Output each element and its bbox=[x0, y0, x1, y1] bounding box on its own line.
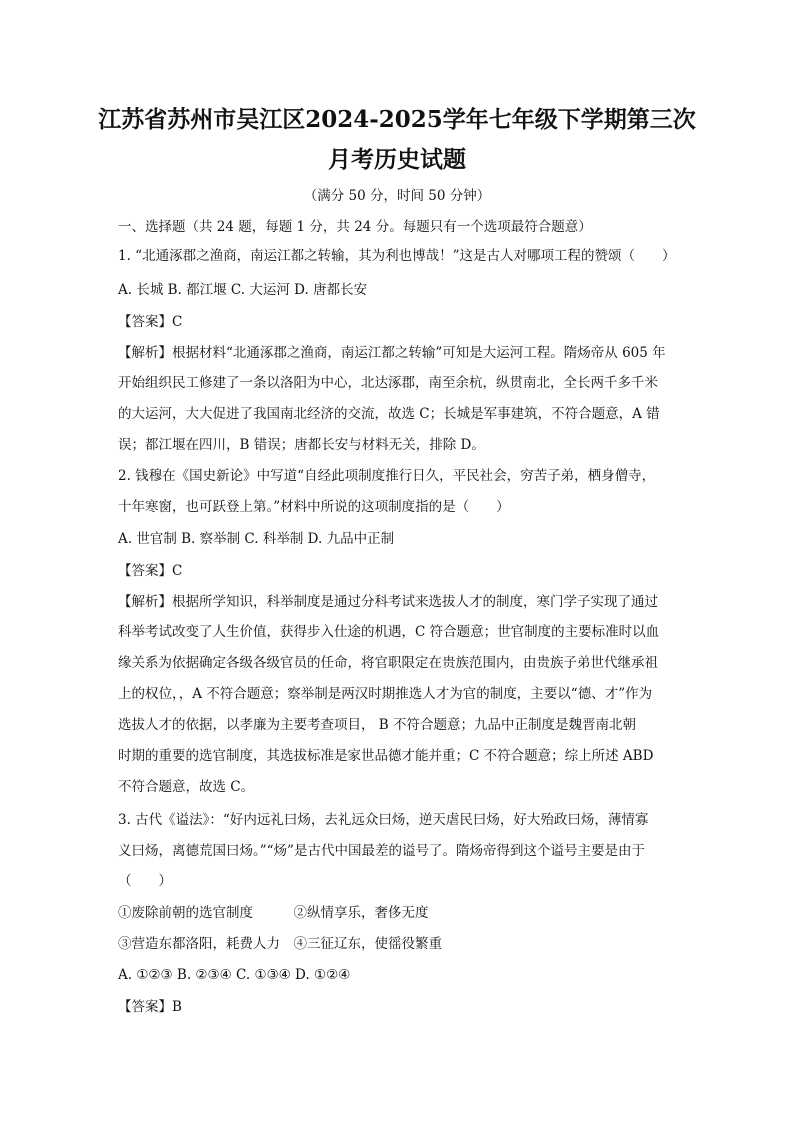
q3-options: A. ①②③ B. ②③④ C. ①③④ D. ①②④ bbox=[118, 967, 351, 983]
q1-options: A. 长城 B. 都江堰 C. 大运河 D. 唐都长安 bbox=[118, 282, 368, 298]
q2-analysis-line: 选拔人才的依据，以孝廉为主要考查项目， B 不符合题意；九品中正制度是魏晋南北朝 bbox=[118, 717, 637, 733]
title-line-1: 江苏省苏州市吴江区2024-2025学年七年级下学期第三次 bbox=[98, 106, 696, 133]
q2-stem-line: 2. 钱穆在《国史新论》中写道“自经此项制度推行日久，平民社会，穷苦子弟，栖身僧寺， bbox=[118, 468, 656, 484]
q1-analysis-line: 误；都江堰在四川，B 错误；唐都长安与材料无关，排除 D。 bbox=[118, 437, 485, 453]
q2-analysis-line: 上的权位，，A 不符合题意；察举制是两汉时期推选人才为官的制度，主要以“德、才”作为 bbox=[118, 686, 653, 702]
q1-stem: 1. “北通涿郡之渔商，南运江都之转输，其为利也博哉！”这是古人对哪项工程的赞颂（ ） bbox=[118, 248, 676, 264]
q2-stem-line: 十年寒窗，也可跃登上第。”材料中所说的这项制度指的是（ ） bbox=[118, 499, 510, 515]
section-heading: 一、选择题（共 24 题，每题 1 分，共 24 分。每题只有一个选项最符合题意） bbox=[118, 219, 592, 235]
q2-analysis-line: 不符合题意，故选 C。 bbox=[118, 779, 255, 795]
q3-stem-line: （ ） bbox=[118, 873, 172, 889]
q2-options: A. 世官制 B. 察举制 C. 科举制 D. 九品中正制 bbox=[118, 531, 395, 547]
q3-stem-line: 3. 古代《谥法》：“好内远礼曰炀，去礼远众曰炀，逆天虐民曰炀，好大殆政曰炀，薄情寡 bbox=[118, 812, 649, 828]
q3-item-line: ①废除前朝的选官制度 ②纵情享乐，奢侈无度 bbox=[118, 905, 429, 921]
q3-stem-line: 义曰炀，离德荒国曰炀。”“炀”是古代中国最差的谥号了。隋炀帝得到这个谥号主要是由于 bbox=[118, 843, 645, 859]
q1-analysis-line: 开始组织民工修建了一条以洛阳为中心，北达涿郡，南至余杭，纵贯南北，全长两千多千米 bbox=[118, 375, 658, 391]
q2-answer: 【答案】C bbox=[118, 563, 183, 579]
exam-info: （满分 50 分，时间 50 分钟） bbox=[303, 188, 491, 204]
q2-analysis-line: 科举考试改变了人生价值，获得步入仕途的机遇，C 符合题意；世官制度的主要标准时以血 bbox=[118, 624, 660, 640]
q3-item-line: ③营造东都洛阳，耗费人力 ④三征辽东，使徭役繁重 bbox=[118, 936, 442, 952]
q3-answer: 【答案】B bbox=[118, 999, 182, 1015]
q1-analysis-line: 【解析】根据材料“北通涿郡之渔商，南运江都之转输”可知是大运河工程。隋炀帝从 605 年 bbox=[118, 345, 666, 361]
q1-answer: 【答案】C bbox=[118, 314, 183, 330]
title-line-2: 月考历史试题 bbox=[328, 146, 466, 173]
q2-analysis-line: 缘关系为依据确定各级各级官员的任命，将官职限定在贵族范围内，由贵族子弟世代继承祖 bbox=[118, 655, 658, 671]
q1-analysis-line: 的大运河，大大促进了我国南北经济的交流，故选 C；长城是军事建筑，不符合题意，A 错 bbox=[118, 406, 660, 422]
q2-analysis-line: 【解析】根据所学知识，科举制度是通过分科考试来选拔人才的制度，寒门学子实现了通过 bbox=[118, 594, 658, 610]
q2-analysis-line: 时期的重要的选官制度，其选拔标准是家世品德才能并重；C 不符合题意；综上所述 ABD bbox=[118, 748, 654, 764]
